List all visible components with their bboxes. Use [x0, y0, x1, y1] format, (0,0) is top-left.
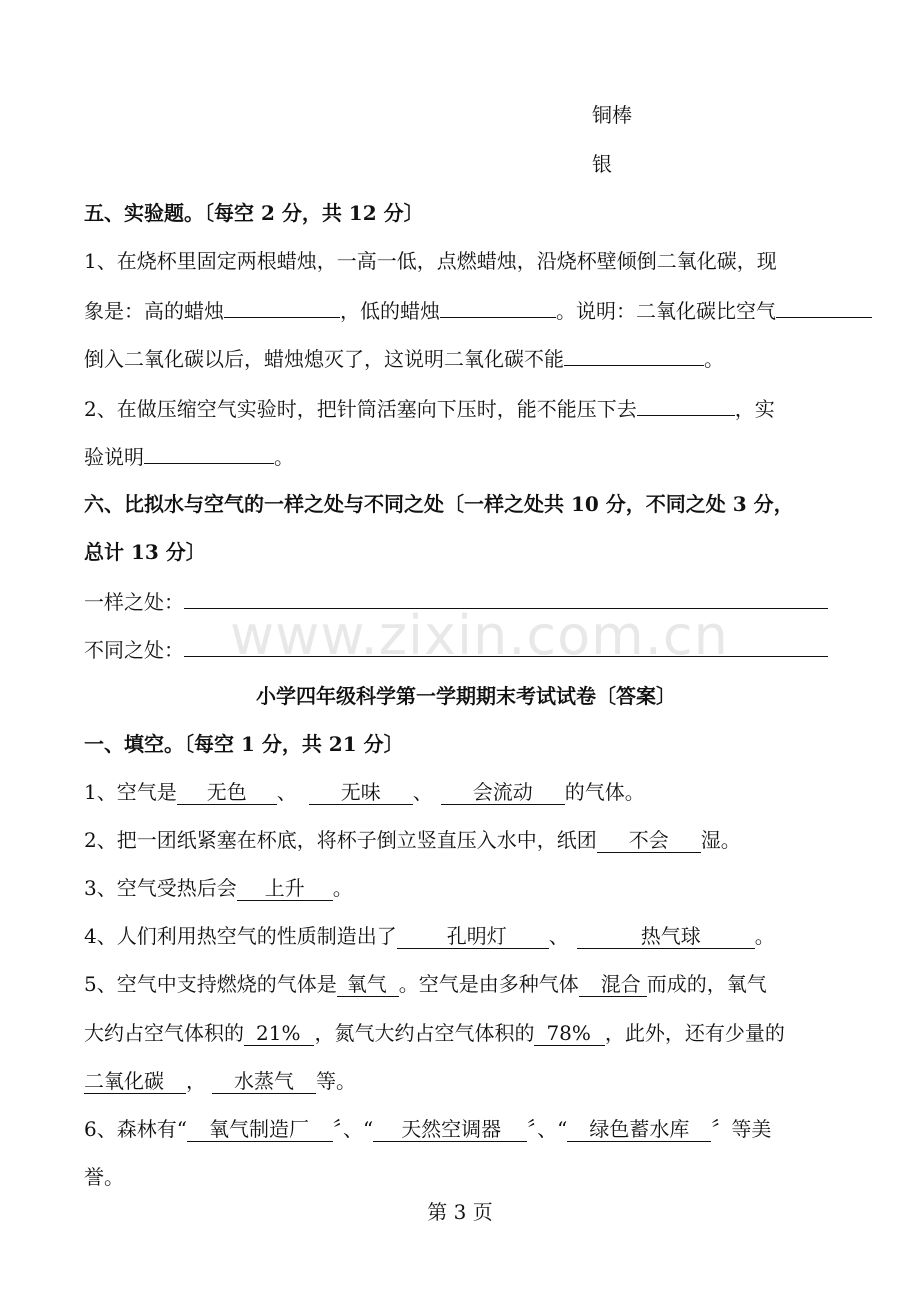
a6-l1-sep2: 〞、“ [527, 1117, 568, 1141]
a5-l2-blank1: 21% [244, 1021, 314, 1046]
answer-3 [84, 874, 353, 902]
a6-l1-suffix: 〞等美 [711, 1117, 772, 1141]
q1-line3-b: 。 [704, 347, 724, 371]
a4-prefix: 4、人们利用热空气的性质制造出了 [84, 924, 397, 948]
section5-heading: 五、实验题。〔每空 2 分，共 12 分〕 [84, 201, 424, 225]
q1-line3 [84, 343, 724, 373]
a1-suffix: 的气体。 [564, 780, 645, 804]
blank-experiment-shows[interactable] [144, 441, 274, 464]
answer-1 [84, 778, 645, 806]
q2-line1 [84, 393, 775, 423]
same-label: 一样之处： [84, 590, 184, 614]
watermark: www.zixin.com.cn [230, 604, 729, 667]
answer-6-line1 [84, 1115, 771, 1143]
a1-blank3: 会流动 [441, 780, 565, 805]
section6-heading-line2: 总计 13 分〕 [84, 540, 206, 564]
a5-l1-prefix: 5、空气中支持燃烧的气体是 [84, 972, 337, 996]
a5-l3-mid: ， [186, 1069, 206, 1093]
blank-co2-cannot[interactable] [564, 343, 704, 366]
a5-l1-suffix: 而成的，氧气 [646, 972, 767, 996]
blank-can-press[interactable] [637, 393, 735, 416]
top-label-silver: 银 [592, 152, 612, 176]
a1-sep2: 、 [412, 780, 433, 804]
a4-blank1: 孔明灯 [397, 924, 549, 949]
a1-prefix: 1、空气是 [84, 780, 177, 804]
a1-sep1: 、 [276, 780, 297, 804]
q2-line2-b: 。 [274, 445, 294, 469]
answer-5-line1 [84, 970, 767, 998]
a5-l2-suffix: ，此外，还有少量的 [604, 1021, 785, 1045]
a5-l1-blank2: 混合 [579, 972, 647, 997]
a5-l2-mid: ，氮气大约占空气体积的 [314, 1021, 535, 1045]
q2-line1-a: 2、在做压缩空气实验时，把针筒活塞向下压时，能不能压下去 [84, 397, 637, 421]
answers-heading: 一、填空。〔每空 1 分，共 21 分〕 [84, 732, 404, 756]
a6-l1-blank1: 氧气制造厂 [187, 1117, 333, 1142]
a6-l1-blank2: 天然空调器 [373, 1117, 527, 1142]
a3-blank1: 上升 [237, 876, 333, 901]
answer-6-line2: 誉。 [84, 1165, 124, 1189]
a6-l1-prefix: 6、森林有“ [84, 1117, 187, 1141]
a1-blank2: 无味 [309, 780, 413, 805]
a5-l3-blank1: 二氧化碳 [84, 1069, 186, 1094]
q1-line2-c: 。说明：二氧化碳比空气 [556, 299, 776, 323]
a5-l3-blank2: 水蒸气 [212, 1069, 316, 1094]
answer-5-line2 [84, 1019, 785, 1047]
a6-l1-blank3: 绿色蓄水库 [567, 1117, 711, 1142]
a1-blank1: 无色 [177, 780, 277, 805]
section6-heading-line1: 六、比拟水与空气的一样之处与不同之处〔一样之处共 10 分，不同之处 3 分， [84, 492, 794, 516]
q1-line2-b: ，低的蜡烛 [340, 299, 440, 323]
answer-5-line3 [84, 1067, 356, 1095]
q2-line1-b: ，实 [734, 397, 775, 421]
a4-sep1: 、 [548, 924, 569, 948]
a2-prefix: 2、把一团纸紧塞在杯底，将杯子倒立竖直压入水中，纸团 [84, 828, 597, 852]
a3-suffix: 。 [332, 876, 353, 900]
a4-suffix: 。 [754, 924, 775, 948]
q2-line2-a: 验说明 [84, 445, 144, 469]
top-label-copper-rod: 铜棒 [592, 103, 632, 127]
a5-l1-blank1: 氧气 [337, 972, 399, 997]
blank-co2-vs-air[interactable] [776, 295, 872, 318]
q2-line2 [84, 441, 294, 471]
answer-2 [84, 826, 741, 854]
a2-suffix: 湿。 [700, 828, 741, 852]
q1-line3-a: 倒入二氧化碳以后，蜡烛熄灭了，这说明二氧化碳不能 [84, 347, 564, 371]
answer-title: 小学四年级科学第一学期期末考试试卷〔答案〕 [256, 684, 676, 708]
a5-l1-mid: 。空气是由多种气体 [398, 972, 579, 996]
blank-high-candle[interactable] [224, 295, 340, 318]
a2-blank1: 不会 [597, 828, 701, 853]
q1-line2 [84, 295, 872, 325]
diff-label: 不同之处： [84, 638, 184, 662]
a4-blank2: 热气球 [577, 924, 755, 949]
answer-4 [84, 922, 775, 950]
blank-low-candle[interactable] [440, 295, 556, 318]
a6-l1-sep1: 〞、“ [332, 1117, 374, 1141]
a5-l2-prefix: 大约占空气体积的 [84, 1021, 244, 1045]
q1-line1: 1、在烧杯里固定两根蜡烛，一高一低，点燃蜡烛，沿烧杯壁倾倒二氧化碳，现 [84, 249, 777, 273]
a5-l2-blank2: 78% [534, 1021, 604, 1046]
page-footer: 第 3 页 [427, 1200, 493, 1224]
a3-prefix: 3、空气受热后会 [84, 876, 237, 900]
a5-l3-suffix: 等。 [316, 1069, 356, 1093]
q1-line2-a: 象是：高的蜡烛 [84, 299, 224, 323]
